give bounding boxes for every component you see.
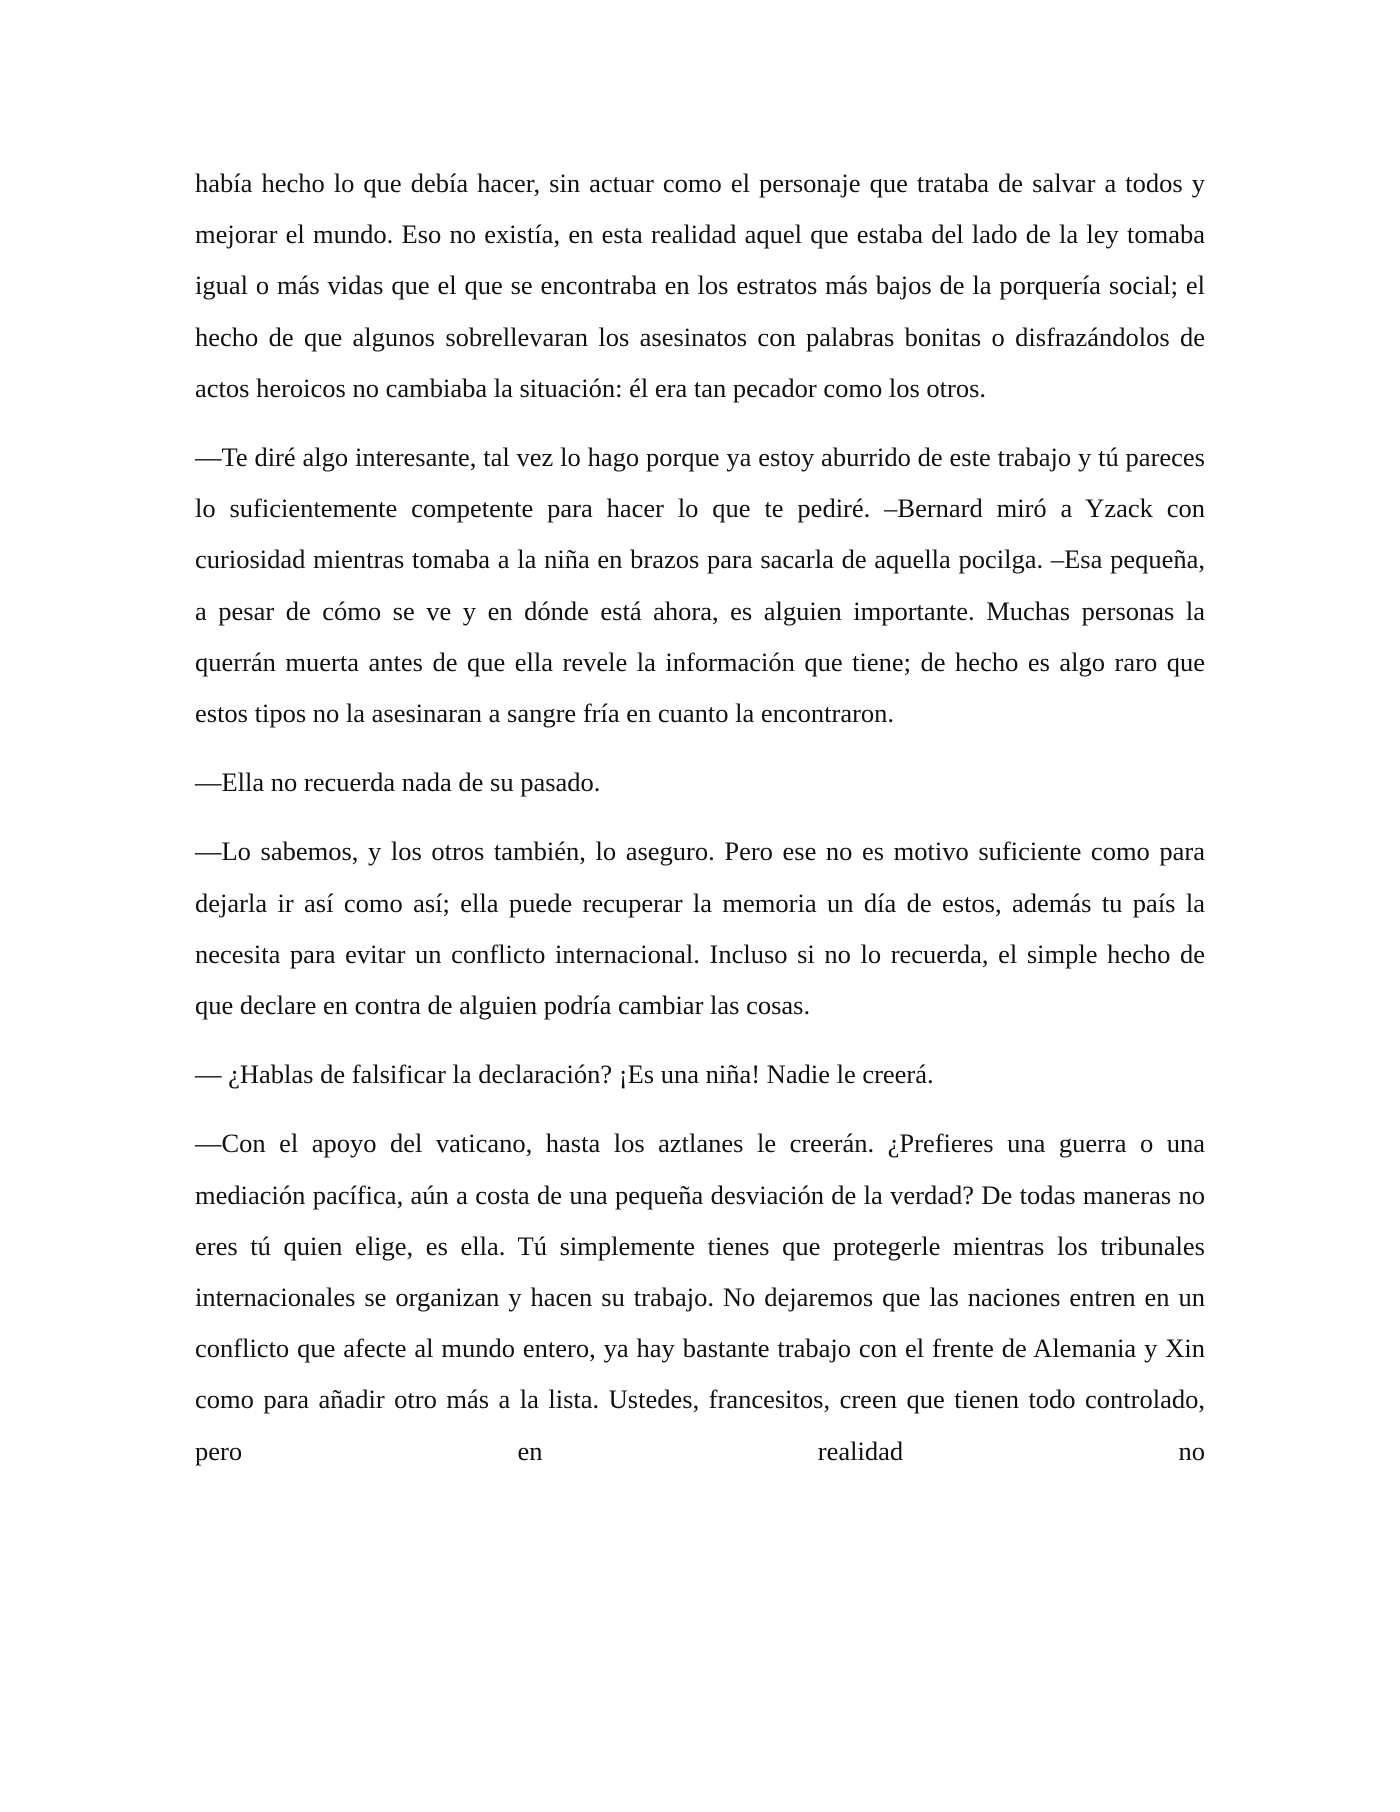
paragraph-dialogue-reason: —Lo sabemos, y los otros también, lo aseguro. Pero ese no es motivo suficiente como para dejarla ir así como así; ella puede recuperar la memoria un día de estos, además tu país la necesita para evitar un conflicto internacional. Incluso si no lo recuerda, el simple hecho de que declare en contra de alguien podría cambiar las cosas. [195,836,1205,1021]
paragraph-dialogue-bernard: —Te diré algo interesante, tal vez lo hago porque ya estoy aburrido de este trabajo y tú pareces lo suficientemente competente para hacer lo que te pediré. –Bernard miró a Yzack con curiosidad mientras tomaba a la niña en brazos para sacarla de aquella pocilga. –Esa pequeña, a pesar de cómo se ve y en dónde está ahora, es alguien importante. Muchas personas la querrán muerta antes de que ella revele la información que tiene; de hecho es algo raro que estos tipos no la asesinaran a sangre fría en cuanto la encontraron. [195,442,1205,729]
paragraph-dialogue-memory: —Ella no recuerda nada de su pasado. [195,767,601,798]
paragraph-dialogue-question: — ¿Hablas de falsificar la declaración? ¡Es una niña! Nadie le creerá. [195,1059,934,1090]
paragraph-dialogue-vatican: —Con el apoyo del vaticano, hasta los aztlanes le creerán. ¿Prefieres una guerra o una mediación pacífica, aún a costa de una pequeña desviación de la verdad? De todas maneras no eres tú quien elige, es ella. Tú simplemente tienes que protegerle mientras los tribunales internacionales se organizan y hacen su trabajo. No dejaremos que las naciones entren en un conflicto que afecte al mundo entero, ya hay bastante trabajo con el frente de Alemania y Xin como para añadir otro más a la lista. Ustedes, francesitos, creen que tienen todo controlado, pero en realidad no [195,1128,1205,1466]
body-text [195,158,1205,1495]
paragraph-narration: había hecho lo que debía hacer, sin actuar como el personaje que trataba de salvar a todos y mejorar el mundo. Eso no existía, en esta realidad aquel que estaba del lado de la ley tomaba igual o más vidas que el que se encontraba en los estratos más bajos de la porquería social; el hecho de que algunos sobrellevaran los asesinatos con palabras bonitas o disfrazándolos de actos heroicos no cambiaba la situación: él era tan pecador como los otros. [195,168,1205,403]
